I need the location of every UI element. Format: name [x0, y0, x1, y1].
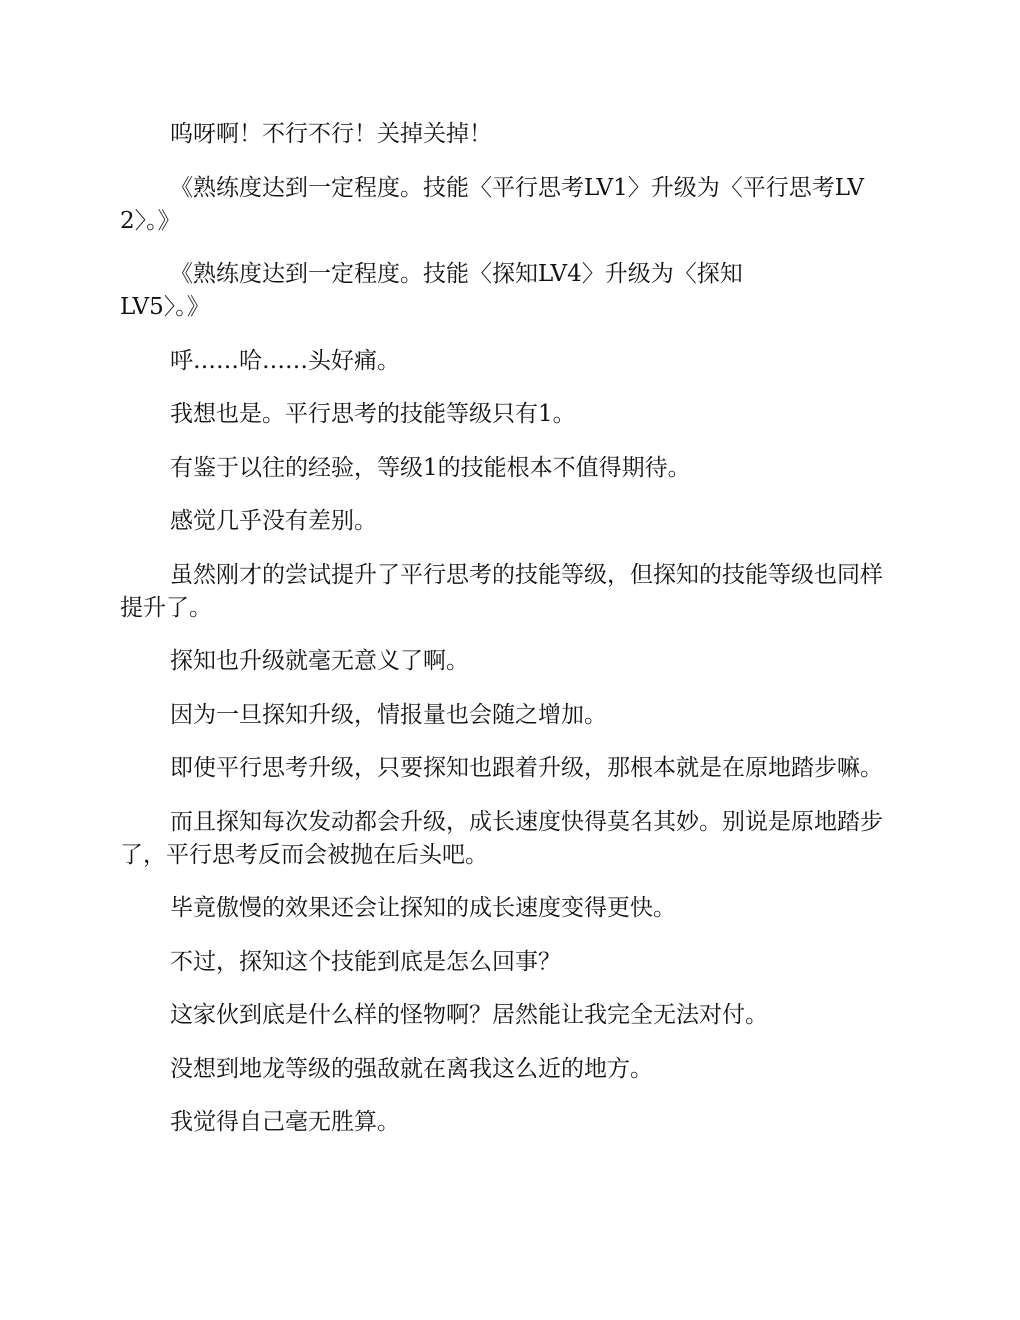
paragraph-17: 我觉得自己毫无胜算。: [170, 1109, 400, 1135]
paragraph-4: 呼……哈……头好痛。: [170, 347, 400, 374]
paragraph-5: 我想也是。平行思考的技能等级只有1。: [170, 401, 576, 427]
paragraph-13: 毕竟傲慢的效果还会让探知的成长速度变得更快。: [170, 895, 676, 921]
paragraph-14: 不过，探知这个技能到底是怎么回事？: [170, 948, 561, 975]
paragraph-8: 虽然刚才的尝试提升了平行思考的技能等级，但探知的技能等级也同样提升了。: [120, 561, 883, 621]
paragraph-1: 呜呀啊！不行不行！关掉关掉！: [170, 121, 492, 147]
paragraph-3: 《熟练度达到一定程度。技能〈探知LV4〉升级为〈探知 LV5〉。》: [120, 261, 743, 320]
paragraph-10: 因为一旦探知升级，情报量也会随之增加。: [170, 701, 607, 728]
paragraph-9: 探知也升级就毫无意义了啊。: [170, 648, 469, 674]
paragraph-7: 感觉几乎没有差别。: [170, 508, 377, 534]
paragraph-15: 这家伙到底是什么样的怪物啊？居然能让我完全无法对付。: [170, 1002, 768, 1028]
paragraph-2: 《熟练度达到一定程度。技能〈平行思考LV1〉升级为〈平行思考LV2〉。》: [120, 174, 864, 234]
paragraph-11: 即使平行思考升级，只要探知也跟着升级，那根本就是在原地踏步嘛。: [170, 755, 883, 781]
paragraph-12: 而且探知每次发动都会升级，成长速度快得莫名其妙。别说是原地踏步了，平行思考反而会被抛在后头吧。: [120, 808, 883, 868]
paragraph-6: 有鉴于以往的经验，等级1的技能根本不值得期待。: [170, 454, 691, 481]
paragraph-16: 没想到地龙等级的强敌就在离我这么近的地方。: [170, 1055, 653, 1082]
document-body: [120, 118, 900, 1160]
